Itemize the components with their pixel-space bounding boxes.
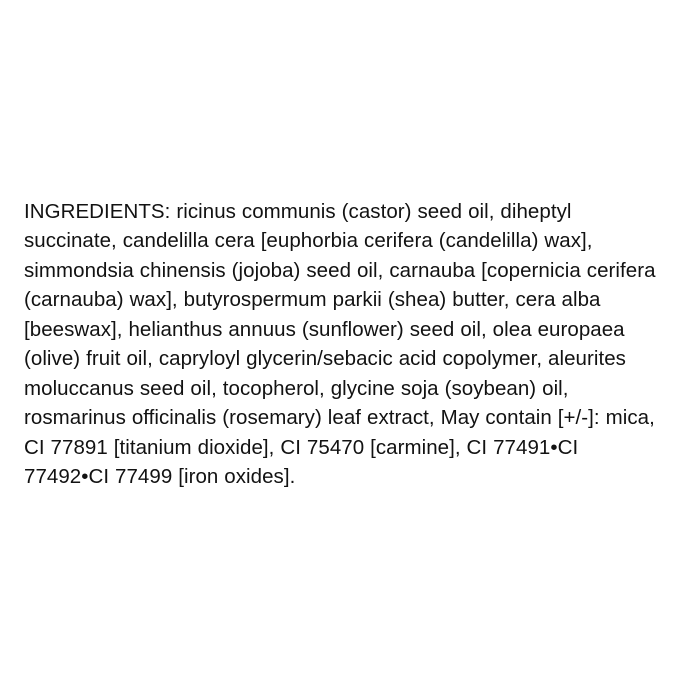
ingredients-paragraph [24, 197, 660, 492]
ingredients-block [24, 176, 660, 512]
ingredients-list-text: ricinus communis (castor) seed oil, diheptyl succinate, candelilla cera [euphorbia cerifera (candelilla) wax], simmondsia chinensis (jojoba) seed oil, carnauba [copernicia cerifera (carnauba) wax], butyrospermum parkii (shea) butter, cera alba [beeswax], helianthus annuus (sunflower) seed oil, olea europaea (olive) fruit oil, capryloyl glycerin/sebacic acid copolymer, aleurites moluccanus seed oil, tocopherol, glycine soja (soybean) oil, rosmarinus officinalis (rosemary) leaf extract, May contain [+/-]: mica, CI 77891 [titanium dioxide], CI 75470 [carmine], CI 77491•CI 77492•CI 77499 [iron oxides]. [24, 199, 656, 488]
ingredients-heading-label: INGREDIENTS: [24, 199, 171, 223]
